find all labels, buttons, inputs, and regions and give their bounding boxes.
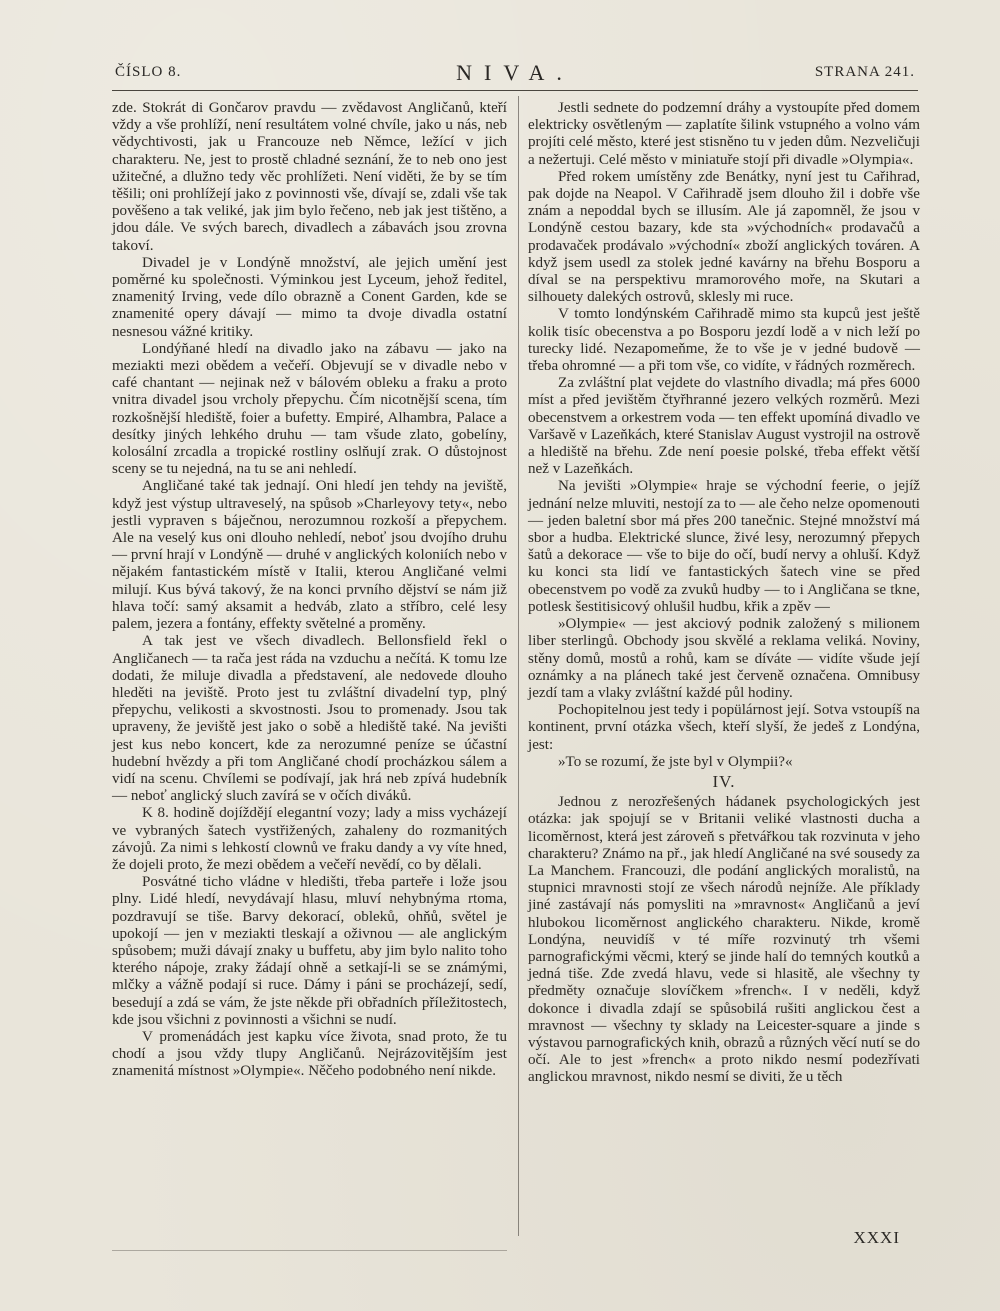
paragraph: V promenádách jest kapku více života, snad proto, že tu chodí a jsou vždy tlupy Angličanů. Nejrázovitějším jest znamenitá místnost »Olympie«. Něčeho podobného není nikde. <box>112 1028 507 1080</box>
paragraph: zde. Stokrát di Gončarov pravdu — zvědavost Angličanů, kteří vždy a vše prohlíží, není resultátem volné chvíle, jako u nás, neb vědychtivosti, jak u Francouze neb Němce, ležící v jich charakteru. Ne, jest to prostě chladné seznání, že to neb ono jest užitečné, a dlužno tedy věc prohlížeti. Není viděti, že by se tím těšili; oni prohlížejí jako z povinnosti vše, dívají se, zdali vše tak pověšeno a tak veliké, jak jim bylo řečeno, neb jak jest tištěno, a jdou dále. Ve svých barech, divadlech a zábavách jsou zrovna takoví. <box>112 100 507 254</box>
paragraph: Londýňané hledí na divadlo jako na zábavu — jako na meziakti mezi obědem a večeří. Objevují se v divadle nebo v café chantant — nejinak než v bálovém obleku a fraku a proto vnitra divadel jsou vrcholy přepychu. Čím nicotnější scena, tím rozkošnější hlediště, foier a bufetty. Empiré, Alhambra, Palace a desítky jiných lehkého druhu — tam všude zlato, gobelíny, kolosální zrcadla a tropické rostliny oslňují zrak. O důstojnost sceny se tu nejedná, na tu se ani nehledí. <box>112 340 507 478</box>
paragraph: Na jevišti »Olympie« hraje se východní feerie, o jejíž jednání nelze mluviti, nestojí za to — ale čeho nelze opomenouti — jeden baletní sbor má přes 200 tanečnic. Stejné množství má sbor a hudba. Elektrické slunce, živé lesy, nerozumný přepych šatů a dekorace — vše to bije do očí, budí nervy a ohluší. Když ku konci sta lidí ve fantastických šatech vine se před obecenstvem po vodě za zvuků hudby — to i Angličana se tkne, potlesk šestitisicový ohlušil hudbu, křik a zpěv — <box>528 478 920 615</box>
paragraph: Za zvláštní plat vejdete do vlastního divadla; má přes 6000 míst a před jevištěm čtyřhranné jezero velkých rozměrů. Mezi obecenstvem a orkestrem voda — ten effekt upomíná divadlo ve Varšavě v Lazeňkách, které Stanislav August vystrojil na ostrově a hlediště na břehu. Zde není poesie polské, třeba effekt větší než v Lazeňkách. <box>528 375 920 478</box>
column-divider <box>518 96 519 1236</box>
paragraph: Jednou z nerozřešených hádanek psychologických jest otázka: jak spojují se v Britanii veliké vlastnosti ducha a licoměrnost, která jest zároveň s přetvářkou tak rozvinuta v jeho charakteru? Známo na př., jak hledí Angličané na své sousedy za La Manchem. Francouzi, dle podání anglických moralistů, na stupnici mravnosti stojí ze všech národů nejníže. Ale příklady jiné zastávají nás pomysliti na »mravnost« Angličanů a jeví hlubokou licoměrnost anglického charakteru. Nikde, kromě Londýna, neuvidíš v té míře rozvinutý trh všemi parnografickými věcmi, který se jinde halí do temných koutků a jedná tiše. Zde zvedá hlavu, vede si hlasitě, ale všechny ty předměty označuje slovíčkem »french«. I v neděli, když dokonce i divadla zdají se spůsobilá rušiti anglickou čest a mravnost — všechny ty sklady na Leicester-square a jinde s výstavou parnografických knih, obrazů a různých věcí nutí se do očí. Ale to jest »french« a proto nikdo nesmí podezřívati anglickou mravnost, nikdo nesmí se diviti, že u těch <box>528 794 920 1086</box>
header-rule <box>112 90 918 91</box>
paragraph: Angličané také tak jednají. Oni hledí jen tehdy na jeviště, když jest výstup ultraveselý, na spůsob »Charleyovy tety«, nebo jestli vypraven s báječnou, nerozumnou rozkoší a přepychem. Ale na veselý kus oni dlouho nehledí, neboť jsou dvojího druhu — první hrají v Londýně — druhé v anglických koloniích nebo v nějakém fantastickém místě v Italii, kterou Angličané velmi milují. Kus bývá takový, že na konci prvního dějství se nám již hlava točí: samý aksamit a hedváb, zlato a stříbro, celé lesy palem, jezera a fontány, effekty světelné a proměny. <box>112 478 507 633</box>
paragraph: Pochopitelnou jest tedy i popülárnost její. Sotva vstoupíš na kontinent, první otázka všech, kteří slyší, že jedeš z Londýna, jest: <box>528 702 920 753</box>
left-column <box>112 100 507 1081</box>
paragraph: Jestli sednete do podzemní dráhy a vystoupíte před domem elektricky osvětleným — zaplatíte šilink vstupného a volno vám projíti celé město, které jest stisněno tu v jeden dům. Nezveličuji a nežertuji. Celé město v miniatuře stojí při divadle »Olympia«. <box>528 100 920 168</box>
bottom-rule <box>112 1250 507 1251</box>
section-heading: IV. <box>712 771 736 791</box>
paragraph: A tak jest ve všech divadlech. Bellonsfield řekl o Angličanech — ta rača jest ráda na vzduchu a nečítá. K tomu lze dodati, že miluje divadla a představení, ale nedovede dlouho hleděti na jeviště. Proto jest tu zvláštní divadelní typ, plný přepychu, velikosti a skvostnosti. Jsou to promenady. Jsou tak upraveny, že jeviště jest jako o sobě a hlediště také. Na jevišti jest kus nebo koncert, kde za nerozumné peníze se účastní hudební hvězdy a při tom Angličané chodí procházkou sálem a vidí na scenu. Chvílemi se podívají, jak hrá neb zpívá hudebník — neboť anglický sluch zavírá se v očích diváků. <box>112 633 507 805</box>
signature-mark: XXXI <box>853 1228 900 1247</box>
paragraph: »Olympie« — jest akciový podnik založený s milionem liber sterlingů. Obchody jsou skvělé a reklama veliká. Noviny, stěny domů, mostů a rohů, kam se díváte — vidíte všude její oznámky a na plánech také jest červeně označena. Omnibusy jezdí tam a vlaky zvláštní každé půl hodiny. <box>528 616 920 701</box>
right-column <box>528 100 920 1087</box>
paragraph: Divadel je v Londýně množství, ale jejich umění jest poměrné ku společnosti. Výminkou jest Lyceum, jehož ředitel, znamenitý Irving, vede dílo obrazně a Conent Garden, kde se znamenité opery dávají — mimo ta dvoje divadla ostatní nesnesou vážné kritiky. <box>112 254 507 340</box>
paragraph: Posvátné ticho vládne v hledišti, třeba parteře i lože jsou plny. Lidé hledí, nevydávají hlasu, mluví nehybnýma rtoma, pozdravují se tiše. Barvy dekorací, obleků, ohňů, světel je upokojí — jen v meziakti tleskají a oživnou — ale anglickým spůsobem; muži dávají znaky u buffetu, aby jim bylo nalito toho kterého nápoje, zraky žádají ohně a setkají-li se se známými, mlčky a vážně podají si ruce. Dámy i páni se procházejí, sedí, besedují a zdá se vám, že jste někde při obřadních příležitostech, kde jsou všichni z povinnosti a všichni se nudí. <box>112 874 507 1028</box>
paragraph: V tomto londýnském Cařihradě mimo sta kupců jest ještě kolik tisíc obecenstva a po Bosporu jezdí lodě a v nich leží po turecky lidé. Nezapomeňme, že to vše je v jedné budově — třeba ohromné — a při tom vše, co vidíte, v řádných rozměrech. <box>528 306 920 375</box>
paragraph: »To se rozumí, že jste byl v Olympii?« <box>558 753 793 770</box>
paragraph: K 8. hodině dojíždějí elegantní vozy; lady a miss vycházejí ve vybraných šatech vystřižených, zahaleny do rozmanitých závojů. Za nimi s lehkostí clownů ve fraku dandy a vy víte hned, že dojeli proto, že mezi obědem a večeří nevědí, co by dělali. <box>112 805 507 873</box>
paragraph: Před rokem umístěny zde Benátky, nyní jest tu Cařihrad, pak dojde na Neapol. V Cařihradě jsem dlouho žil i dobře vše znám a nepoddal bych se illusím. Ale já zapomněl, že jsou v Londýně cestou bazary, kde sta »východních« prodavačů a prodavaček prodávalo »východní« zboží anglických továren. A když jsem usedl za stolek jedné kavárny na břehu Bosporu a díval se na perspektivu mramorového moře, na Skutari a silhouety dalekých ostrovů, sklesly mi ruce. <box>528 168 920 306</box>
page-header <box>110 60 920 88</box>
page-number: STRANA 241. <box>814 64 915 80</box>
magazine-title: NIVA. <box>456 60 574 85</box>
issue-number: ČÍSLO 8. <box>115 64 182 80</box>
